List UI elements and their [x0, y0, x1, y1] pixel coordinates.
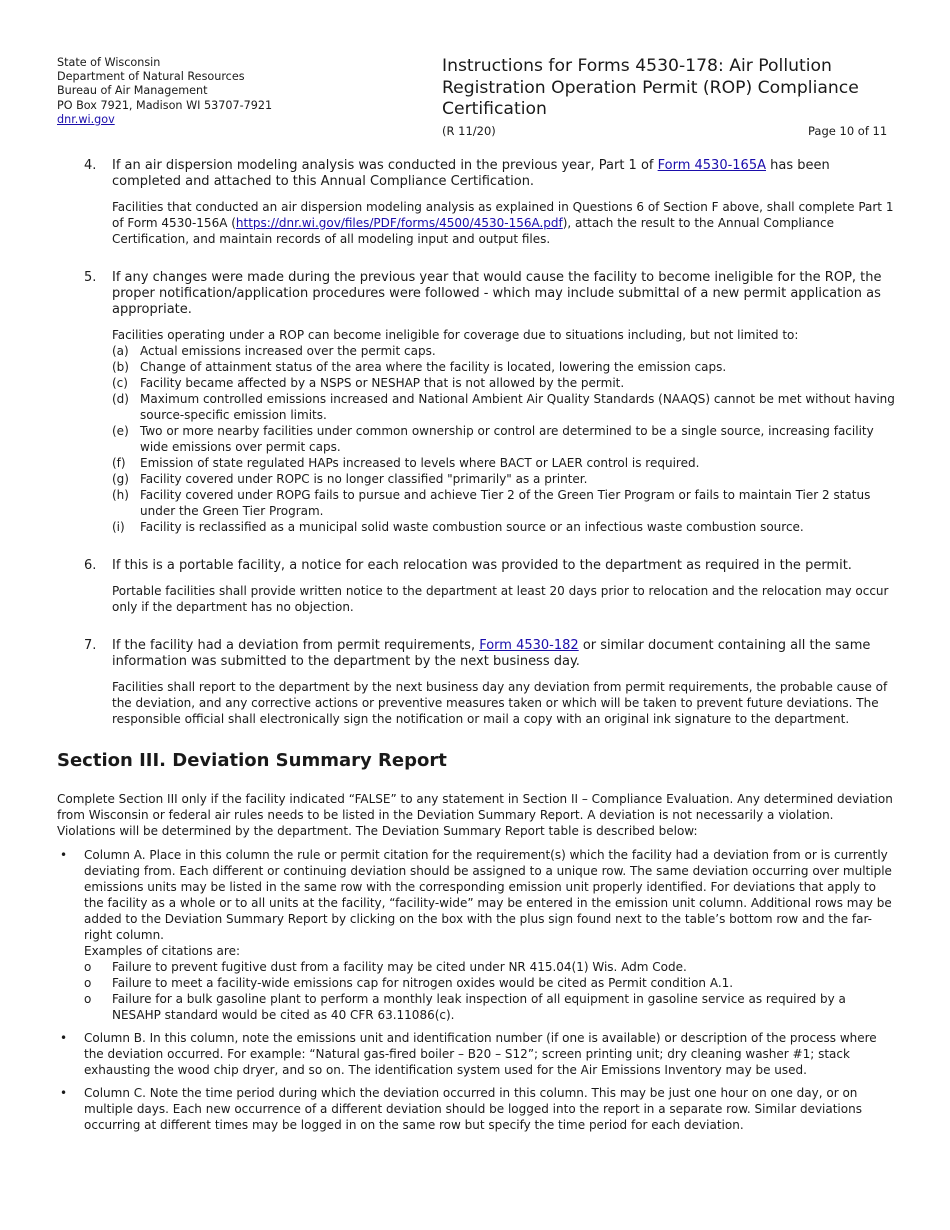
list-item: (b) Change of attainment status of the area where the facility is located, lowering the emission caps.	[112, 360, 727, 374]
item-guidance: Facilities operating under a ROP can become ineligible for coverage due to situations including, but not limited to:	[112, 328, 799, 342]
circle-bullet-icon: o	[84, 992, 92, 1006]
item-number: 6.	[84, 558, 97, 573]
document-title: Instructions for Forms 4530-178: Air Pollution Registration Operation Permit (ROP) Compliance Certification	[442, 56, 859, 119]
agency-address-block	[57, 56, 272, 127]
column-c-text: Column C. Note the time period during which the deviation occurred in this column. This may be just one hour on one day, or on multiple days. Each new occurrence of a different deviation should be logged into the report in a separate row. Similar deviations occurring at different times may be logged in on the same row but specify the time period for each deviation.	[84, 1086, 862, 1132]
agency-state: State of Wisconsin	[57, 56, 161, 69]
list-item: o Failure for a bulk gasoline plant to perform a monthly leak inspection of all equipment in gasoline service as required by a NESAHP standard would be cited as 40 CFR 63.11086(c).	[84, 992, 846, 1022]
list-item: (c) Facility became affected by a NSPS or NESHAP that is not allowed by the permit.	[112, 376, 625, 390]
form-4530-156a-pdf-link[interactable]: https://dnr.wi.gov/files/PDF/forms/4500/4530-156A.pdf	[235, 216, 563, 230]
item-4	[57, 158, 895, 247]
item-guidance: Facilities that conducted an air dispersion modeling analysis as explained in Questions 6 of Section F above, shall complete Part 1 of Form 4530-156A (https://dnr.wi.gov/files/PDF/forms/4500/4530-156A.pdf), attach the result to the Annual Compliance Certification, and maintain records of all modeling input and output files.	[112, 200, 894, 246]
column-a-text: Column A. Place in this column the rule or permit citation for the requirement(s) which the facility had a deviation from or is currently deviating from. Each different or continuing deviation should be assigned to a unique row. The same deviation occurring over multiple emissions units may be listed in the same row with the corresponding emission unit properly identified. For deviations that apply to the facility as a whole or to all units at the facility, “facility-wide” may be entered in the emission unit column. Additional rows may be added to the Deviation Summary Report by clicking on the box with the plus sign found next to the table’s bottom row and the far-right column.	[84, 848, 892, 942]
item-6	[57, 558, 895, 615]
item-number: 4.	[84, 158, 97, 173]
form-4530-165a-link[interactable]: Form 4530-165A	[657, 158, 766, 173]
circle-bullet-icon: o	[84, 960, 92, 974]
item-5	[57, 270, 895, 535]
examples-intro: Examples of citations are:	[84, 944, 240, 958]
circle-bullet-icon: o	[84, 976, 92, 990]
list-item: o Failure to meet a facility-wide emissions cap for nitrogen oxides would be cited as Permit condition A.1.	[84, 976, 734, 990]
bullet-column-c	[57, 1085, 895, 1133]
list-item: (f) Emission of state regulated HAPs increased to levels where BACT or LAER control is required.	[112, 456, 700, 470]
column-b-text: Column B. In this column, note the emissions unit and identification number (if one is available) or description of the process where the deviation occurred. For example: “Natural gas-fired boiler – B20 – S12”; screen printing unit; dry cleaning washer #1; stack exhausting the wood chip dryer, and so on. The identification system used for the Air Emissions Inventory may be used.	[84, 1031, 877, 1077]
list-item: (i) Facility is reclassified as a municipal solid waste combustion source or an infectious waste combustion source.	[112, 520, 804, 534]
list-item: (a) Actual emissions increased over the permit caps.	[112, 344, 436, 358]
form-4530-182-link[interactable]: Form 4530-182	[479, 638, 579, 653]
item-statement: If any changes were made during the previous year that would cause the facility to become ineligible for the ROP, the proper notification/application procedures were followed - which may include submittal of a new permit application as appropriate.	[112, 270, 882, 317]
main-content	[57, 158, 895, 1140]
agency-bureau: Bureau of Air Management	[57, 84, 208, 98]
item-statement: If this is a portable facility, a notice for each relocation was provided to the department as required in the permit.	[112, 558, 852, 573]
item-number: 5.	[84, 270, 97, 285]
agency-po-box: PO Box 7921, Madison WI 53707-7921	[57, 98, 273, 112]
item-guidance: Portable facilities shall provide written notice to the department at least 20 days prior to relocation and the relocation may occur only if the department has no objection.	[112, 584, 889, 614]
bullet-column-b	[57, 1030, 895, 1078]
revision-date: (R 11/20)	[442, 124, 496, 138]
item-statement: If the facility had a deviation from permit requirements, Form 4530-182 or similar document containing all the same information was submitted to the department by the next business day.	[112, 638, 871, 669]
list-item: o Failure to prevent fugitive dust from a facility may be cited under NR 415.04(1) Wis. Adm Code.	[84, 960, 687, 974]
ineligibility-list	[112, 343, 895, 535]
agency-website-link[interactable]: dnr.wi.gov	[57, 112, 115, 126]
bullet-icon: •	[60, 1086, 68, 1100]
list-item: (h) Facility covered under ROPG fails to pursue and achieve Tier 2 of the Green Tier Program or fails to maintain Tier 2 status under the Green Tier Program.	[112, 488, 871, 518]
page-number: Page 10 of 11	[808, 124, 888, 138]
item-7	[57, 638, 895, 727]
bullet-icon: •	[60, 1031, 68, 1045]
item-guidance: Facilities shall report to the department by the next business day any deviation from permit requirements, the probable cause of the deviation, and any corrective actions or preventive measures taken or which will be taken to prevent future deviations. The responsible official shall electronically sign the notification or mail a copy with an original ink signature to the department.	[112, 680, 888, 726]
bullet-icon: •	[60, 848, 68, 862]
list-item: (g) Facility covered under ROPC is no longer classified "primarily" as a printer.	[112, 472, 588, 486]
section-heading: Section III. Deviation Summary Report	[57, 750, 447, 771]
list-item: (e) Two or more nearby facilities under common ownership or control are determined to be a single source, increasing facility wide emissions over permit caps.	[112, 424, 874, 454]
item-statement: If an air dispersion modeling analysis was conducted in the previous year, Part 1 of Form 4530-165A has been completed and attached to this Annual Compliance Certification.	[112, 158, 830, 189]
agency-department: Department of Natural Resources	[57, 70, 245, 84]
list-item: (d) Maximum controlled emissions increased and National Ambient Air Quality Standards (NAAQS) cannot be met without having source-specific emission limits.	[112, 392, 895, 422]
bullet-column-a	[57, 847, 895, 1023]
citation-examples-list	[84, 959, 895, 1023]
section-intro: Complete Section III only if the facility indicated “FALSE” to any statement in Section II – Compliance Evaluation. Any determined deviation from Wisconsin or federal air rules needs to be listed in the Deviation Summary Report. A deviation is not necessarily a violation. Violations will be determined by the department. The Deviation Summary Report table is described below:	[57, 792, 893, 838]
item-number: 7.	[84, 638, 97, 653]
